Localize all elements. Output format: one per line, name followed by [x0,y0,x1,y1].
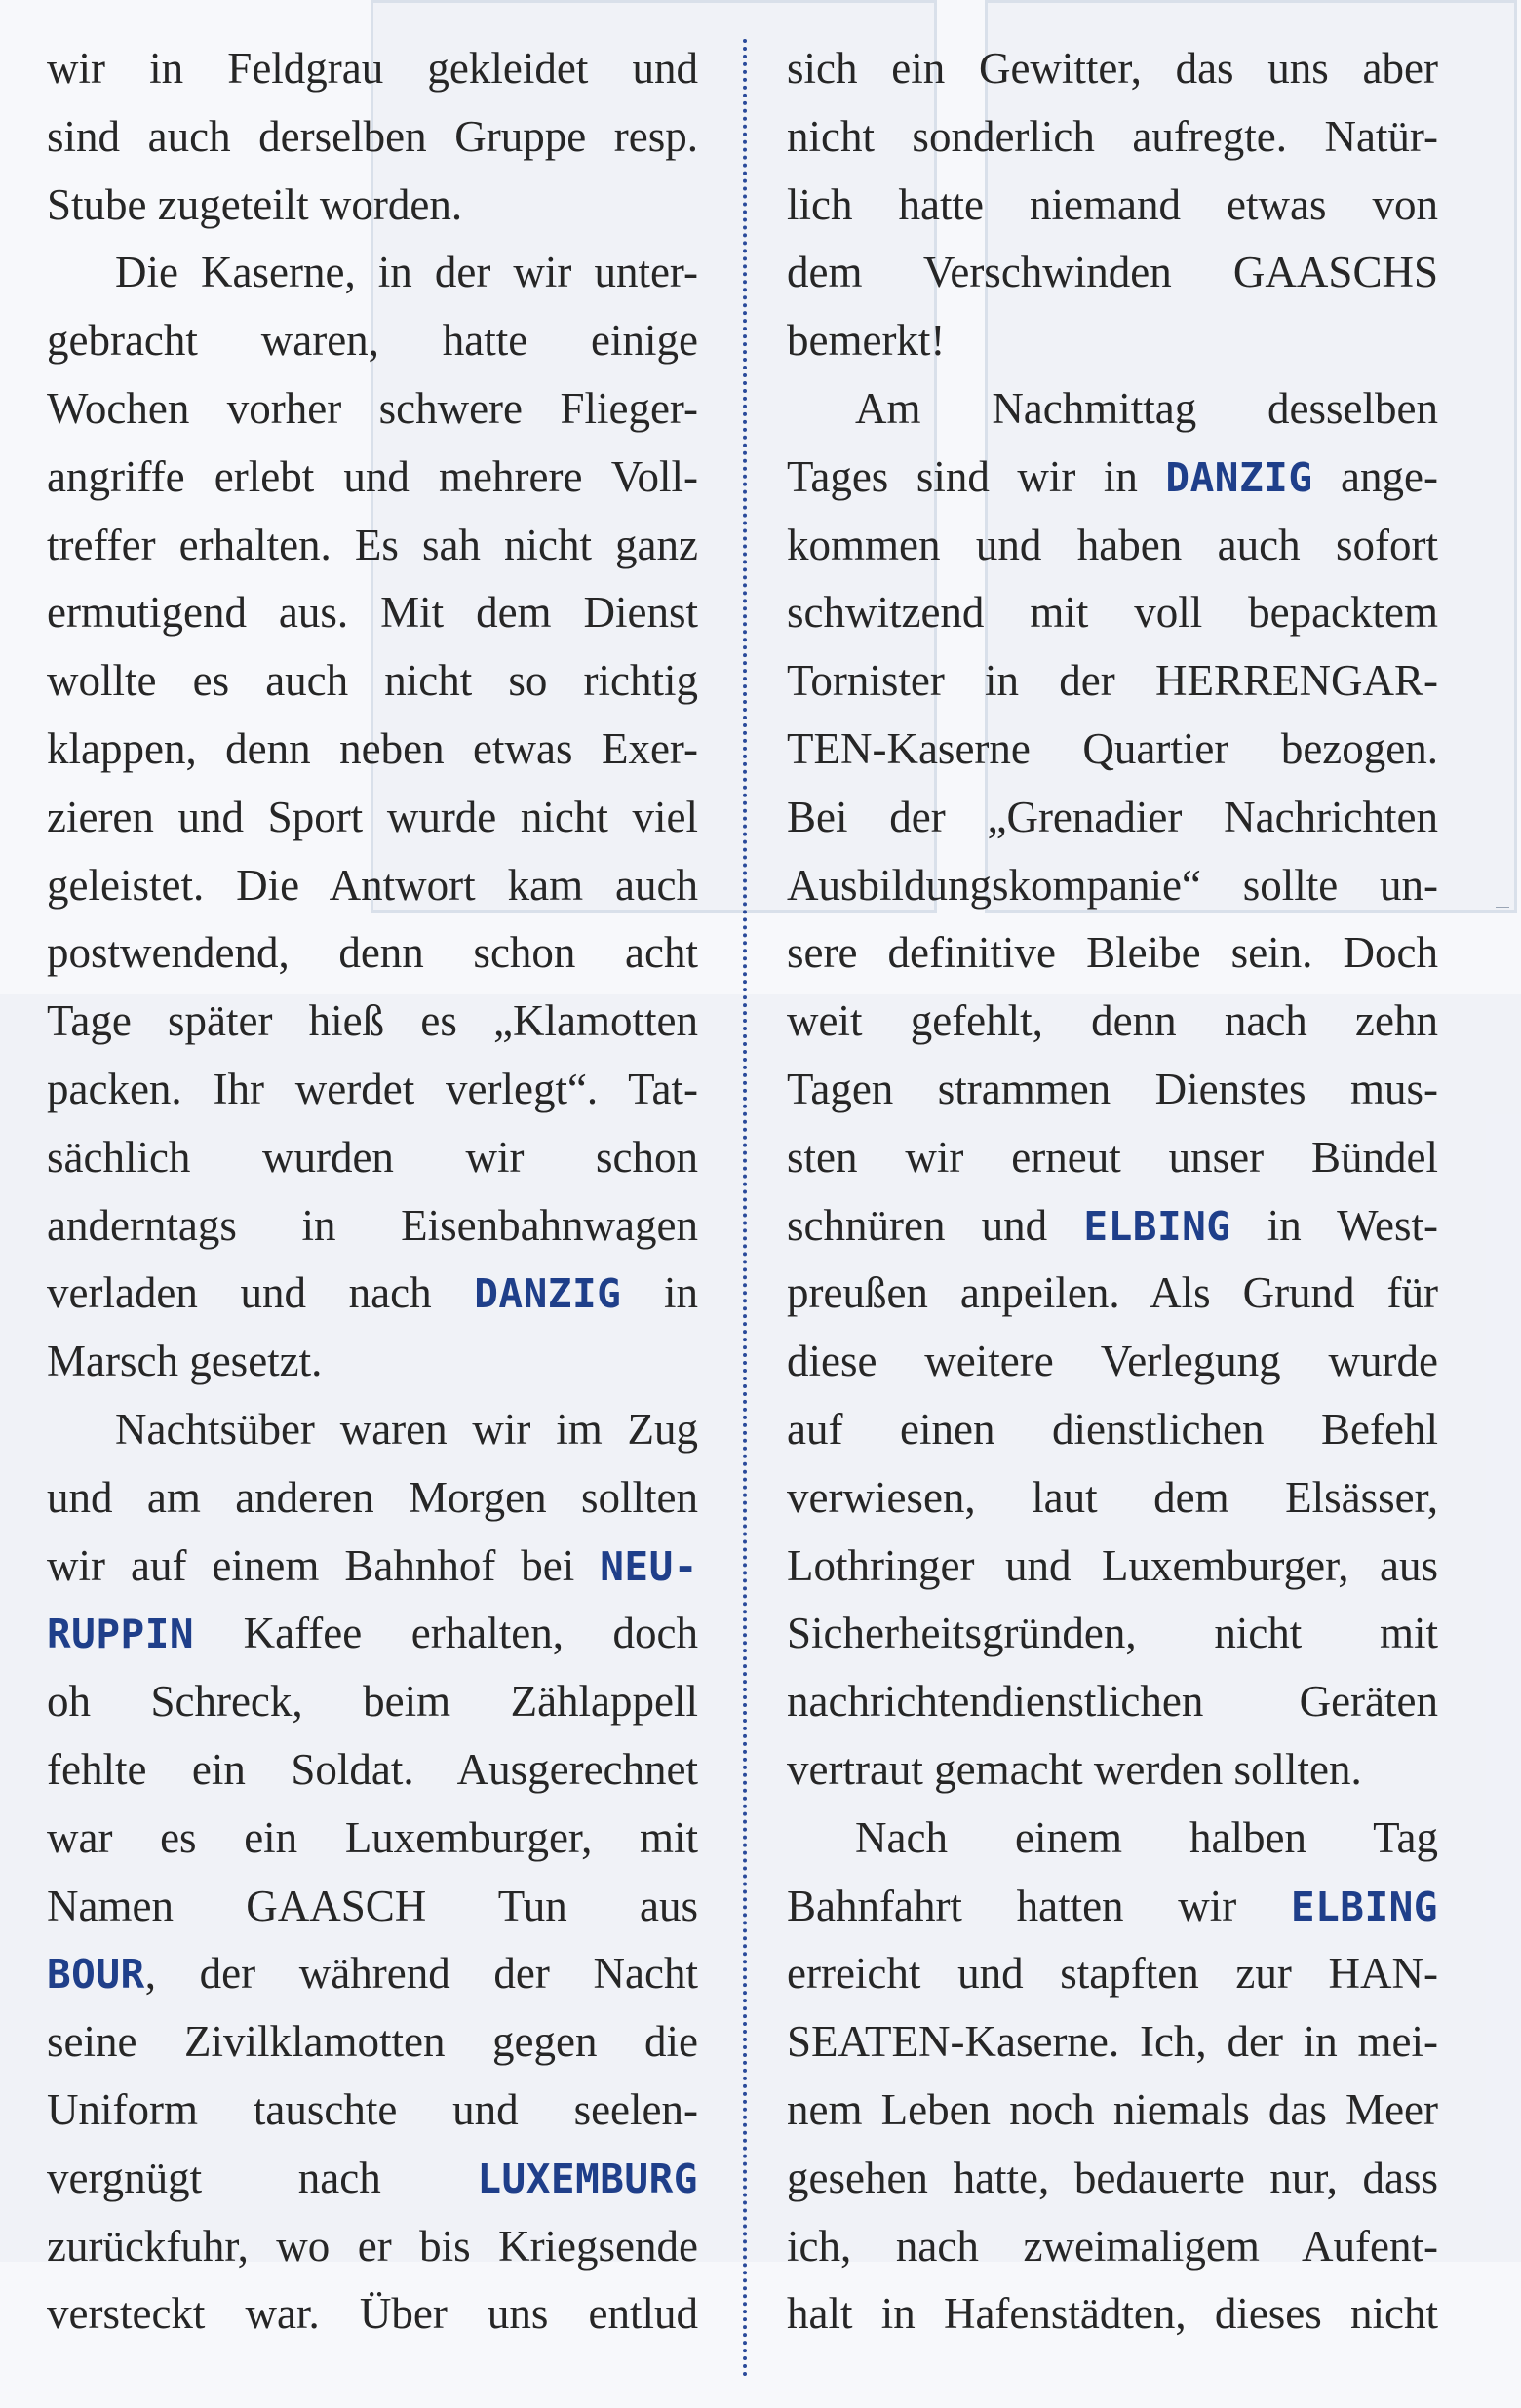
text-line [787,239,1438,307]
text-line [787,1533,1438,1601]
text-run: wir auf einem Bahnhof bei [47,1540,601,1590]
text-run: vertraut gemacht werden sollten. [787,1744,1362,1794]
text-line [787,444,1438,512]
text-line [47,1940,698,2008]
text-line [787,852,1438,920]
text-line [47,1396,698,1464]
text-run: zieren und Sport wurde nicht viel [47,792,698,841]
text-run: ich, nach zweimaligem Aufent- [787,2221,1438,2271]
text-line [47,239,698,307]
text-line [787,1873,1438,1941]
place-name-highlight: DANZIG [474,1270,622,1318]
text-line [787,375,1438,444]
text-line [47,2008,698,2077]
text-run: verwiesen, laut dem Elsässer, [787,1472,1438,1522]
text-line [47,172,698,240]
text-line [787,988,1438,1056]
text-line [47,2213,698,2281]
text-run: anderntags in Eisenbahnwagen [47,1200,698,1250]
text-line [47,1600,698,1668]
text-line [787,512,1438,580]
text-line [787,1328,1438,1396]
text-run: fehlte ein Soldat. Ausgerechnet [47,1744,698,1794]
text-run: Bei der „Grenadier Nachrichten [787,792,1438,841]
text-line [787,35,1438,103]
text-run: Stube zugeteilt worden. [47,179,463,229]
text-line [787,919,1438,988]
text-line [787,716,1438,784]
text-run: lich hatte niemand etwas von [787,179,1438,229]
text-run: zurückfuhr, wo er bis Kriegsende [47,2221,698,2271]
text-line [787,1940,1438,2008]
text-run: angriffe erlebt und mehrere Voll- [47,451,698,501]
text-run: sich ein Gewitter, das uns aber [787,44,1438,93]
text-line [787,647,1438,716]
text-run: erreicht und stapften zur HAN- [787,1949,1438,1999]
text-run: Tages sind wir in [787,451,1166,501]
text-line [47,1464,698,1533]
text-line [787,784,1438,852]
text-run: Nachtsüber waren wir im Zug [115,1404,698,1454]
text-line [787,1396,1438,1464]
text-line [787,1464,1438,1533]
text-run: schwitzend mit voll bepacktem [787,588,1438,638]
text-line [787,2280,1438,2349]
crop-mark [1496,907,1509,908]
text-run: Tage später hieß es „Klamotten [47,996,698,1046]
text-run: Am Nachmittag desselben [855,383,1438,433]
text-line [47,512,698,580]
text-line [47,1805,698,1873]
place-name-highlight: ELBING [1290,1883,1438,1930]
text-line [47,35,698,103]
text-run: dem Verschwinden GAASCHS [787,248,1438,297]
text-run: Wochen vorher schwere Flieger- [47,383,698,433]
text-line [787,2008,1438,2077]
place-name-highlight: BOUR [47,1951,145,1999]
text-run: Tornister in der HERRENGAR- [787,656,1438,706]
text-run: halt in Hafenstädten, dieses nicht [787,2289,1438,2339]
place-name-highlight: LUXEMBURG [477,2155,698,2202]
text-run: treffer erhalten. Es sah nicht ganz [47,520,698,569]
text-line [787,579,1438,647]
text-line [787,2213,1438,2281]
text-line [47,647,698,716]
text-run: wir in Feldgrau gekleidet und [47,44,698,93]
text-line [47,852,698,920]
text-run: war es ein Luxemburger, mit [47,1812,698,1862]
text-run: TEN-Kaserne Quartier bezogen. [787,723,1438,773]
text-run: auf einen dienstlichen Befehl [787,1404,1438,1454]
text-run: Bahnfahrt hatten wir [787,1881,1291,1930]
text-line [47,2145,698,2213]
text-run: ermutigend aus. Mit dem Dienst [47,588,698,638]
text-run: Sicherheitsgründen, nicht mit [787,1609,1438,1658]
text-line [787,1600,1438,1668]
text-run: in [621,1268,698,1318]
text-run: Tagen strammen Dienstes mus- [787,1064,1438,1113]
text-run: preußen anpeilen. Als Grund für [787,1268,1438,1318]
text-run: und am anderen Morgen sollten [47,1472,698,1522]
text-line [47,716,698,784]
text-run: geleistet. Die Antwort kam auch [47,860,698,910]
place-name-highlight: NEU- [600,1542,698,1590]
text-run: verladen und nach [47,1268,475,1318]
text-line [47,2280,698,2349]
text-run: gesehen hatte, bedauerte nur, dass [787,2153,1438,2202]
text-line [787,1124,1438,1192]
text-line [787,307,1438,375]
text-run: , der während der Nacht [144,1949,698,1999]
text-run: nem Leben noch niemals das Meer [787,2084,1438,2134]
text-run: vergnügt nach [47,2153,478,2202]
place-name-highlight: ELBING [1083,1202,1231,1250]
text-line [47,579,698,647]
text-run: gebracht waren, hatte einige [47,316,698,366]
text-run: wollte es auch nicht so richtig [47,656,698,706]
left-text-column [47,35,698,2349]
text-run: sind auch derselben Gruppe resp. [47,111,698,161]
text-line [787,2077,1438,2145]
text-line [47,1260,698,1328]
text-line [47,1192,698,1261]
text-line [787,1668,1438,1736]
text-run: in West- [1230,1200,1438,1250]
text-line [47,2077,698,2145]
column-divider [743,39,747,2379]
text-run: weit gefehlt, denn nach zehn [787,996,1438,1046]
text-run: seine Zivilklamotten gegen die [47,2017,698,2067]
text-line [47,988,698,1056]
text-run: sächlich wurden wir schon [47,1132,698,1182]
text-run: Uniform tauschte und seelen- [47,2084,698,2134]
text-run: schnüren und [787,1200,1084,1250]
text-run: Marsch gesetzt. [47,1337,323,1386]
text-run: versteckt war. Über uns entlud [47,2289,698,2339]
text-line [47,375,698,444]
text-run: Namen GAASCH Tun aus [47,1881,698,1930]
text-run: sere definitive Bleibe sein. Doch [787,928,1438,978]
text-run: nicht sonderlich aufregte. Natür- [787,111,1438,161]
text-line [787,2145,1438,2213]
text-run: Die Kaserne, in der wir unter- [115,248,698,297]
right-text-column [787,35,1438,2349]
text-line [47,103,698,172]
text-run: Nach einem halben Tag [855,1812,1438,1862]
text-line [47,1873,698,1941]
text-line [47,1736,698,1805]
place-name-highlight: RUPPIN [47,1611,195,1658]
place-name-highlight: DANZIG [1165,453,1313,501]
text-line [47,307,698,375]
text-line [787,1736,1438,1805]
text-line [47,1124,698,1192]
text-run: Lothringer und Luxemburger, aus [787,1540,1438,1590]
text-line [787,1056,1438,1124]
text-line [47,919,698,988]
text-run: nachrichtendienstlichen Geräten [787,1677,1438,1727]
text-line [787,1805,1438,1873]
text-line [787,1192,1438,1261]
text-run: bemerkt! [787,316,946,366]
text-run: sten wir erneut unser Bündel [787,1132,1438,1182]
text-line [47,1668,698,1736]
text-run: kommen und haben auch sofort [787,520,1438,569]
text-run: oh Schreck, beim Zählappell [47,1677,698,1727]
text-line [47,444,698,512]
text-run: Kaffee erhalten, doch [194,1609,698,1658]
text-run: Ausbildungskompanie“ sollte un- [787,860,1438,910]
text-line [47,1533,698,1601]
text-run: diese weitere Verlegung wurde [787,1337,1438,1386]
text-run: ange- [1312,451,1438,501]
text-line [787,1260,1438,1328]
text-run: packen. Ihr werdet verlegt“. Tat- [47,1064,698,1113]
text-line [47,1056,698,1124]
text-line [47,784,698,852]
text-run: SEATEN-Kaserne. Ich, der in mei- [787,2017,1438,2067]
text-run: postwendend, denn schon acht [47,928,698,978]
text-line [47,1328,698,1396]
text-line [787,172,1438,240]
text-run: klappen, denn neben etwas Exer- [47,723,698,773]
text-line [787,103,1438,172]
